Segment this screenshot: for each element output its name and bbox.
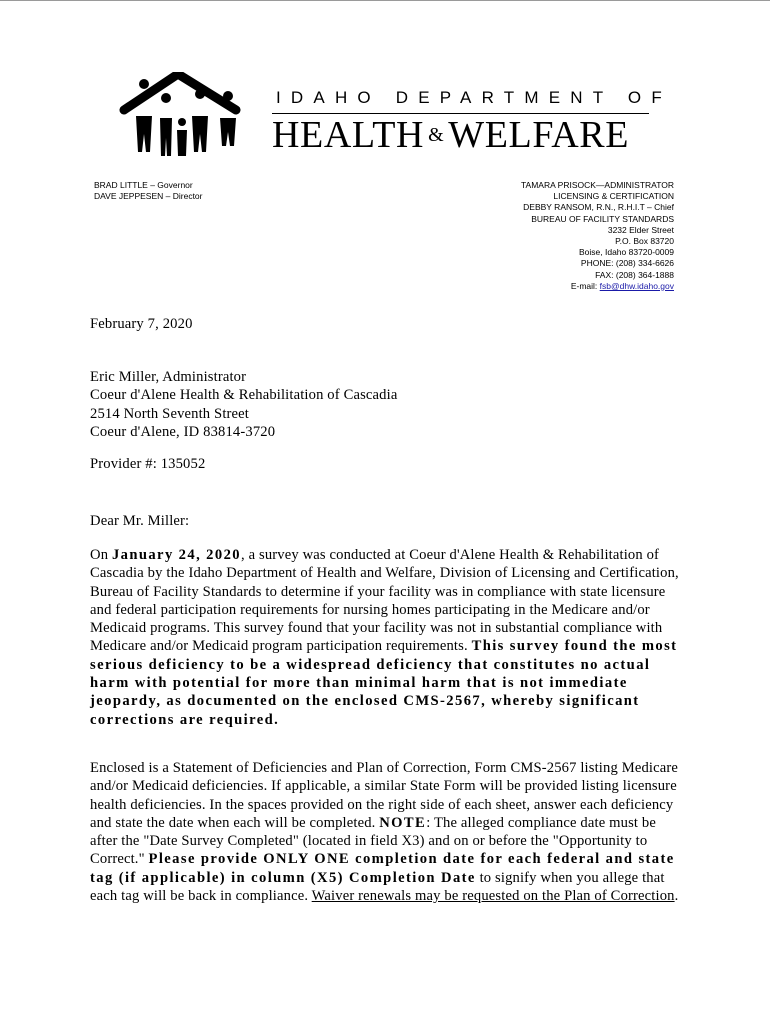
survey-date: January 24, 2020	[111, 547, 241, 563]
department-title	[272, 116, 629, 154]
email-link[interactable]: fsb@dhw.idaho.gov	[599, 280, 674, 291]
note-label: NOTE	[379, 814, 427, 831]
bureau-name: BUREAU OF FACILITY STANDARDS	[531, 213, 674, 224]
email-line	[521, 281, 674, 292]
official-administrator: TAMARA PRISOCK—ADMINISTRATOR	[520, 180, 674, 190]
fax-number: FAX: (208) 364-1888	[595, 269, 674, 280]
recipient-street: 2514 North Seventh Street	[90, 405, 249, 422]
title-ampersand: &	[428, 124, 445, 146]
email-label: E-mail:	[570, 280, 598, 291]
provider-number: Provider #: 135052	[90, 456, 206, 472]
official-director: DAVE JEPPESEN – Director	[94, 191, 203, 201]
dhw-family-logo-icon	[116, 72, 246, 160]
title-welfare: WELFARE	[448, 114, 630, 156]
para2-body: Enclosed is a Statement of Deficiencies and Plan of Correction, Form CMS-2567 listing Medicare and/or Medicaid deficiencies. If applicable, a similar State Form will be provided listing licensure health deficiencies. In the spaces provided on the right side of each sheet, answer each deficiency and state the date when each will be completed.	[90, 760, 678, 831]
city-state-zip: Boise, Idaho 83720-0009	[579, 247, 674, 258]
recipient-facility: Coeur d'Alene Health & Rehabilitation of Cascadia	[90, 387, 398, 404]
salutation: Dear Mr. Miller:	[90, 513, 190, 529]
para2-bold-instruction: Please provide ONLY ONE completion date for each federal and state tag (if applicable) in column (X5) Completion Date	[90, 851, 675, 886]
street-address: 3232 Elder Street	[607, 224, 674, 235]
para2-end: .	[674, 888, 679, 905]
phone-number: PHONE: (208) 334-6626	[580, 258, 674, 269]
title-health: HEALTH	[272, 114, 425, 156]
recipient-address	[90, 368, 682, 441]
para1-body: , a survey was conducted at Coeur d'Alene Health & Rehabilitation of Cascadia by the Idaho Department of Health and Welfare, Division of Licensing and Certification, Bureau of Facility Standards to determine if your facility was in compliance with state licensure and federal participation requirements for nursing homes participating in the Medicare and/or Medicaid programs. This survey found that your facility was not in substantial compliance with Medicare and/or Medicaid program participation requirements.	[90, 547, 679, 655]
official-chief: DEBBY RANSOM, R.N., R.H.I.T – Chief	[523, 202, 674, 213]
letter-date: February 7, 2020	[90, 316, 193, 332]
office-name: LICENSING & CERTIFICATION	[553, 191, 674, 202]
paragraph-survey-findings	[90, 546, 682, 729]
po-box: P.O. Box 83720	[615, 236, 674, 247]
para1-bold-finding: This survey found the most serious deficiency to be a widespread deficiency that constitutes no actual harm with potential for more than minimal harm that is not immediate jeopardy, as documented on the enclosed CMS-2567, whereby significant corrections are required.	[90, 638, 678, 728]
officials-right	[521, 180, 674, 292]
para1-intro: On	[90, 547, 112, 563]
top-border	[0, 0, 770, 1]
department-line: IDAHO DEPARTMENT OF	[276, 88, 672, 107]
officials-left	[94, 180, 203, 202]
recipient-city: Coeur d'Alene, ID 83814-3720	[90, 423, 276, 440]
waiver-renewal-note: Waiver renewals may be requested on the Plan of Correction	[311, 888, 675, 905]
paragraph-enclosure-instructions	[90, 759, 682, 905]
para2-note: : The alleged compliance date must be after the "Date Survey Completed" (located in field X3) and on or before the "Opportunity to Correct."	[90, 814, 656, 868]
official-governor: BRAD LITTLE – Governor	[94, 180, 193, 190]
recipient-name: Eric Miller, Administrator	[90, 369, 247, 385]
para2-signify: to signify when you allege that each tag will be back in compliance.	[90, 869, 665, 905]
